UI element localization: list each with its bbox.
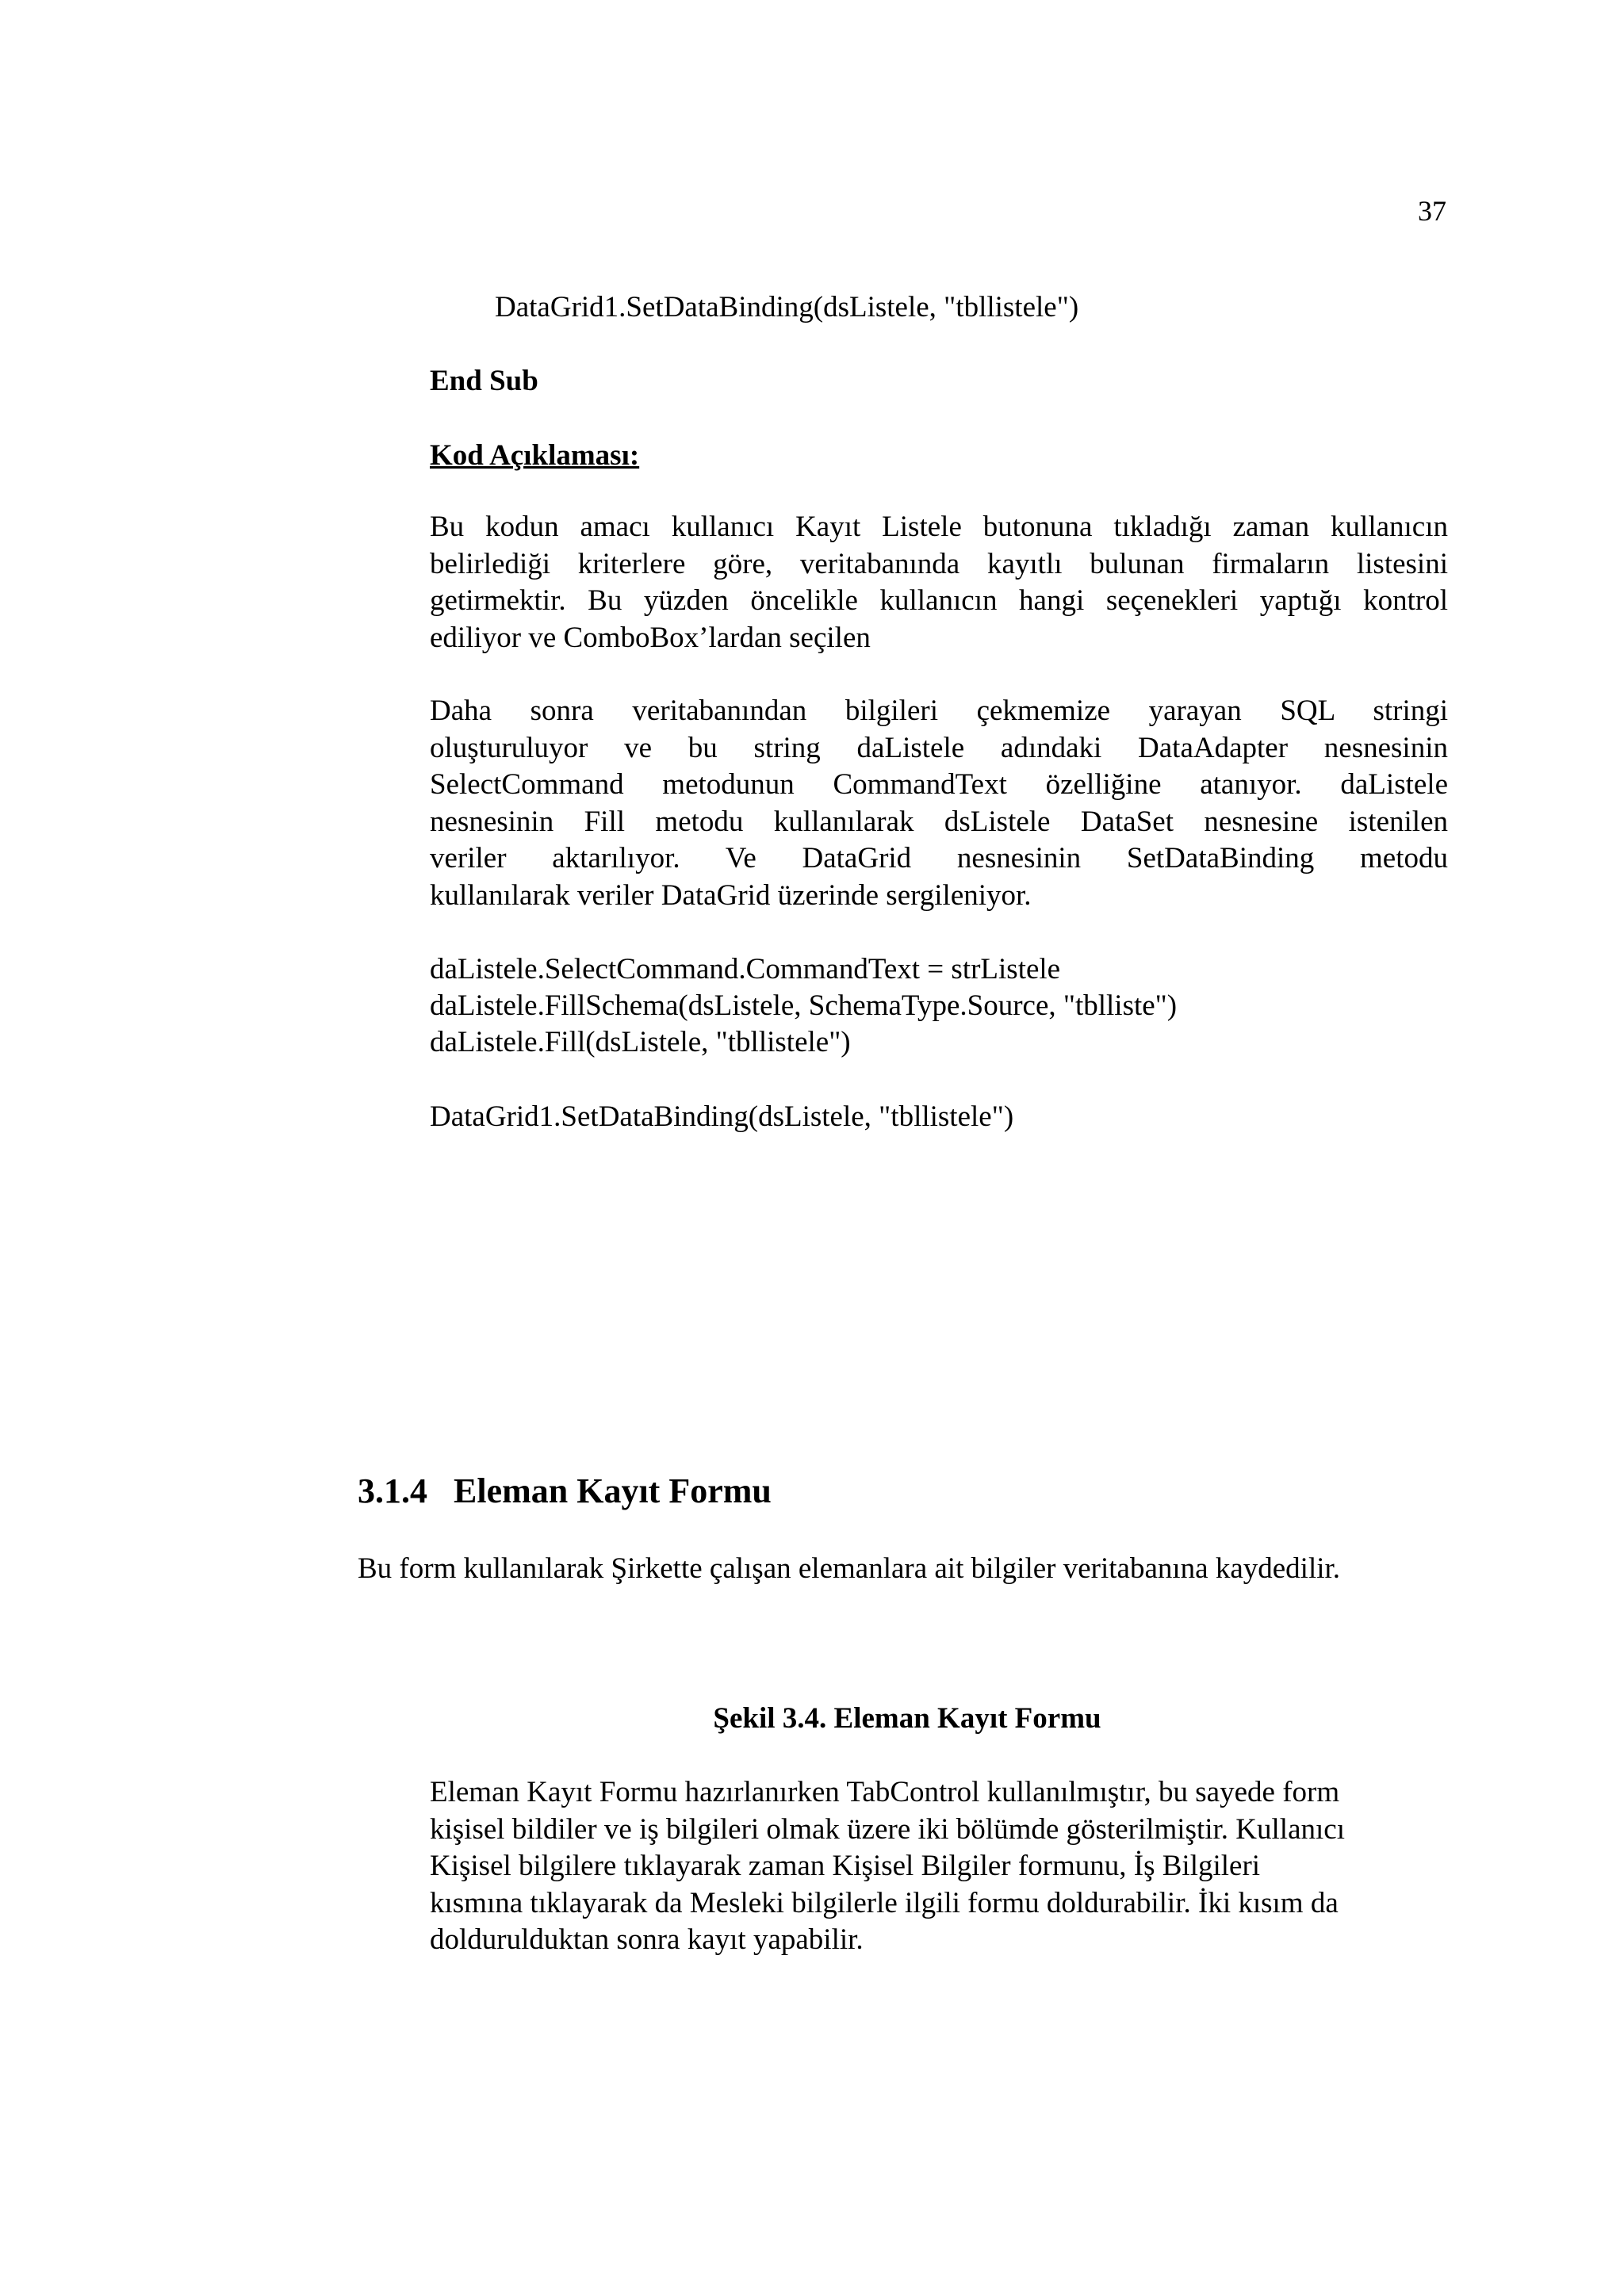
paragraph-line: veriler aktarılıyor. Ve DataGrid nesnesinin SetDataBinding metodu [430,842,1448,874]
paragraph-line: ediliyor ve ComboBox’lardan seçilen [430,621,871,654]
end-sub-statement: End Sub [430,365,538,397]
code-line: daListele.FillSchema(dsListele, SchemaType.Source, "tblliste") [430,989,1178,1022]
paragraph-line: getirmektir. Bu yüzden öncelikle kullanıcın hangi seçenekleri yaptığı kontrol [430,584,1448,617]
paragraph-line: Kişisel bilgilere tıklayarak zaman Kişisel Bilgiler formunu, İş Bilgileri [430,1850,1261,1882]
section-heading [358,1470,772,1513]
page-number: 37 [1418,195,1446,227]
paragraph-line: SelectCommand metodunun CommandText özelliğine atanıyor. daListele [430,768,1448,801]
code-block [430,951,1177,1061]
paragraph-line: Daha sonra veritabanından bilgileri çekmemize yarayan SQL stringi [430,695,1448,727]
figure-caption [0,1701,1624,1737]
paragraph-line: Bu kodun amacı kullanıcı Kayıt Listele butonuna tıkladığı zaman kullanıcın [430,511,1448,543]
code-line-databinding-2: DataGrid1.SetDataBinding(dsListele, "tbllistele") [430,1100,1014,1133]
paragraph-line: nesnesinin Fill metodu kullanılarak dsListele DataSet nesnesine istenilen [430,805,1448,838]
paragraph-line: kişisel bildiler ve iş bilgileri olmak üzere iki bölümde gösterilmiştir. Kullanıcı [430,1812,1345,1846]
paragraph-line: belirlediği kriterlere göre, veritabanında kayıtlı bulunan firmaların listesini [430,547,1448,580]
code-explanation-heading: Kod Açıklaması: [430,439,640,472]
paragraph-line: doldurulduktan sonra kayıt yapabilir. [430,1923,864,1956]
explanation-paragraph-1 [430,509,1448,656]
code-line: daListele.Fill(dsListele, "tbllistele") [430,1026,851,1058]
form-description-paragraph [430,1774,1448,1959]
section-intro-text: Bu form kullanılarak Şirkette çalışan elemanlara ait bilgiler veritabanına kaydedilir. [358,1552,1341,1585]
paragraph-line: oluşturuluyor ve bu string daListele adındaki DataAdapter nesnesinin [430,731,1448,764]
explanation-paragraph-2 [430,693,1448,914]
paragraph-line: kullanılarak veriler DataGrid üzerinde sergileniyor. [430,878,1032,912]
section-title: Eleman Kayıt Formu [454,1471,772,1510]
paragraph-line: kısmına tıklayarak da Mesleki bilgilerle ilgili formu doldurabilir. İki kısım da [430,1886,1339,1919]
code-line-databinding: DataGrid1.SetDataBinding(dsListele, "tbllistele") [495,291,1079,323]
section-number: 3.1.4 [358,1471,427,1510]
figure-caption-text: Şekil 3.4. Eleman Kayıt Formu [713,1702,1101,1735]
code-line: daListele.SelectCommand.CommandText = strListele [430,953,1061,985]
paragraph-line: Eleman Kayıt Formu hazırlanırken TabControl kullanılmıştır, bu sayede form [430,1776,1340,1808]
